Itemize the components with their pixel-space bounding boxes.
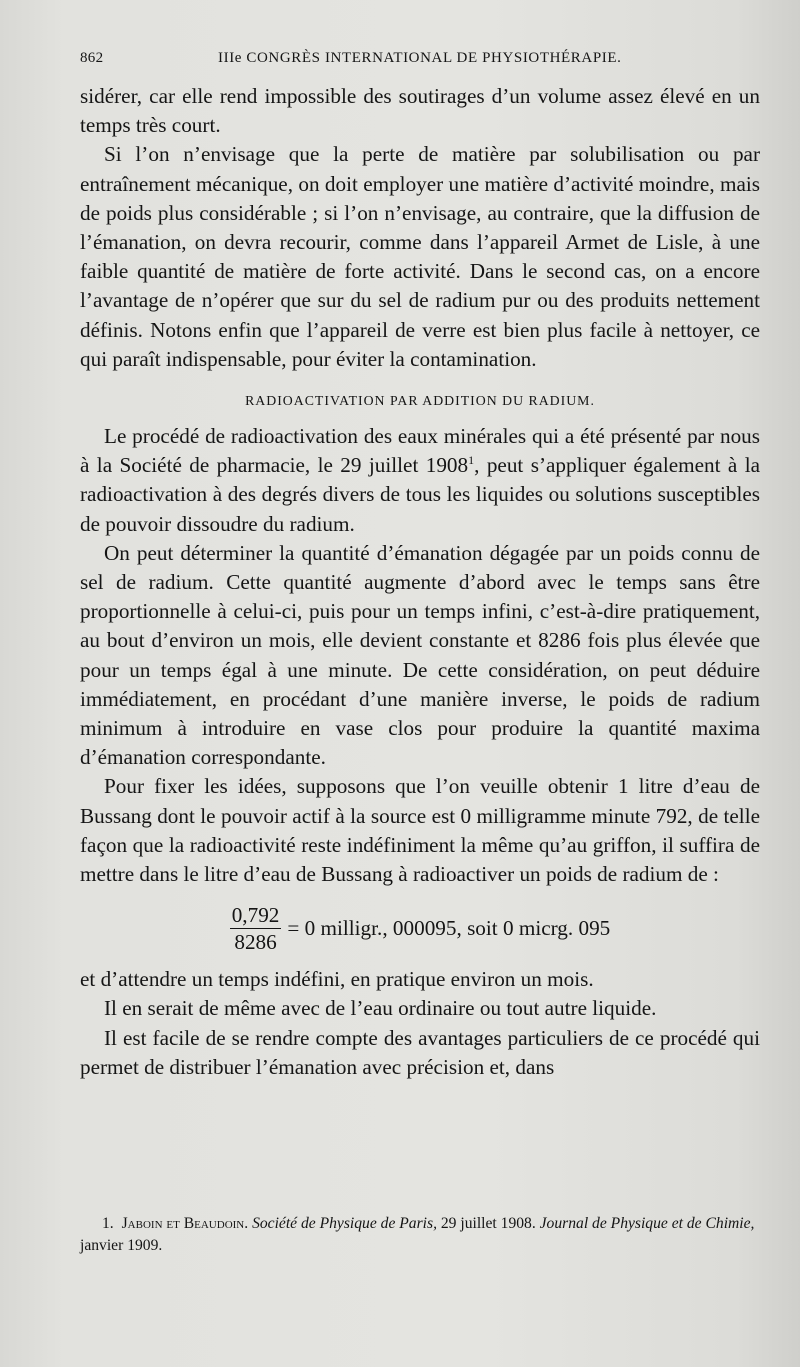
footnote-number: 1. xyxy=(102,1215,114,1232)
fraction-denominator: 8286 xyxy=(234,929,277,954)
section-heading: RADIOACTIVATION PAR ADDITION DU RADIUM. xyxy=(245,393,595,409)
footnote-date-1: 29 juillet 1908. xyxy=(440,1215,536,1232)
paragraph-bussang: Pour fixer les idées, supposons que l’on veuille obtenir 1 litre d’eau de Bussang dont le pouvoir actif à la source est 0 milligramme minute 792, de telle façon que la radioactivité reste indéfiniment la même qu’au griffon, il suffira de mettre dans le litre d’eau de Bussang à radioactiver un poids de radium de : xyxy=(80,774,760,887)
paragraph-solubilisation: Si l’on n’envisage que la perte de matière par solubilisation ou par entraînement mécanique, on doit employer une matière d’activité moindre, mais de poids plus considérable ; si l’on n’envisage, au contraire, que la diffusion de l’émanation, on devra recourir, comme dans l’appareil Armet de Lisle, à une faible quantité de matière de forte activité. Dans le second cas, on a encore l’avantage de n’opérer que sur du sel de radium pur ou des produits nettement définis. Notons enfin que l’appareil de verre est bien plus facile à nettoyer, ce qui paraît indispensable, pour éviter la contamination. xyxy=(80,142,760,371)
paragraph-continued: sidérer, car elle rend impossible des soutirages d’un volume assez élevé en un temps très court. xyxy=(80,84,760,138)
footnote-date-2: janvier 1909. xyxy=(80,1237,163,1254)
footnote-source-2: Journal de Physique et de Chimie, xyxy=(539,1215,755,1232)
body-text xyxy=(80,82,760,1082)
footnote-reference: 1 xyxy=(468,453,475,468)
footnote-source-1: Société de Physique de Paris, xyxy=(252,1215,437,1232)
paragraph-eau-ordinaire: Il en serait de même avec de l’eau ordinaire ou tout autre liquide. xyxy=(104,996,657,1021)
footnote-authors: Jaboin et Beaudoin. xyxy=(121,1215,249,1232)
running-title: IIIe CONGRÈS INTERNATIONAL DE PHYSIOTHÉRAPIE. xyxy=(218,50,622,66)
fraction xyxy=(230,904,282,953)
page-number: 862 xyxy=(80,50,104,66)
footnote xyxy=(80,1213,760,1257)
paragraph-avantages: Il est facile de se rendre compte des avantages particuliers de ce procédé qui permet de distribuer l’émanation avec précision et, dans xyxy=(80,1025,760,1079)
formula-result: = 0 milligr., 000095, soit 0 micrg. 095 xyxy=(287,915,611,940)
paragraph-radioactivation-text: Le procédé de radioactivation des eaux minérales qui a été présenté par nous à la Société de pharmacie, le 29 juillet 1908 xyxy=(80,424,760,478)
fraction-numerator: 0,792 xyxy=(231,902,280,927)
radium-formula xyxy=(80,897,760,959)
paragraph-radioactivation-continued: , peut s’appliquer également à la radioactivation à des degrés divers de tous les liquides ou solutions susceptibles de pouvoir dissoudre du radium. xyxy=(80,453,760,536)
running-head xyxy=(80,50,760,74)
paragraph-radioactivation xyxy=(80,422,760,539)
paragraph-emanation: On peut déterminer la quantité d’émanation dégagée par un poids connu de sel de radium. Cette quantité augmente d’abord avec le temps sans être proportionnelle à celui-ci, puis pour un temps infini, c’est-à-dire pratiquement, au bout d’environ un mois, elle devient constante et 8286 fois plus élevée que pour un temps égal à une minute. De cette considération, on peut déduire immédiatement, en procédant d’une manière inverse, le poids de radium minimum à introduire en vase clos pour produire la quantité maxima d’émanation correspondante. xyxy=(80,540,760,770)
paragraph-attendre: et d’attendre un temps indéfini, en pratique environ un mois. xyxy=(80,967,594,992)
